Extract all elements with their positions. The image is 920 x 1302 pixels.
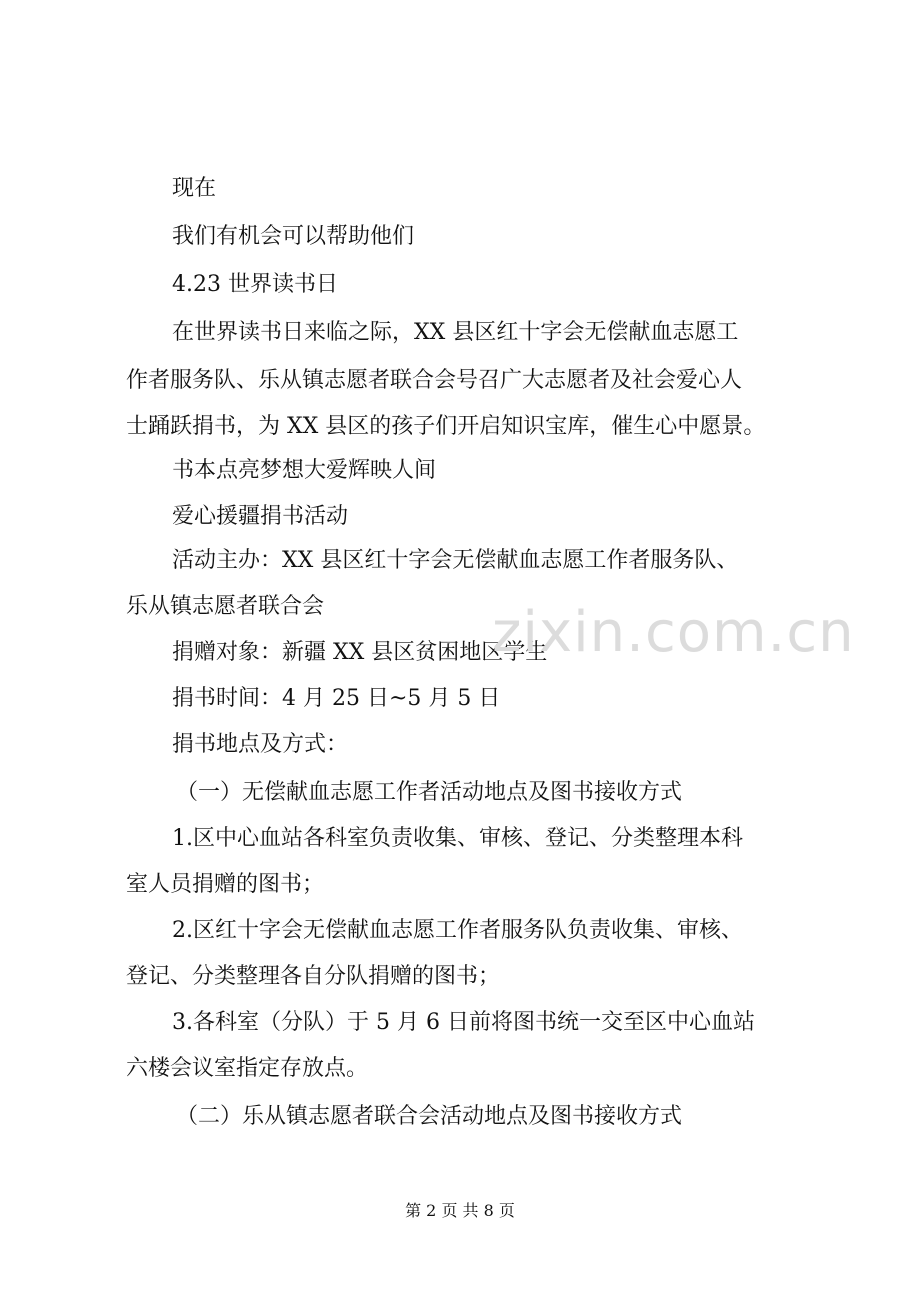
text-line-3: 4.23 世界读书日 [172,272,338,297]
text-line-18: 登记、分类整理各自分队捐赠的图书； [126,964,501,989]
text-line-9: 活动主办：XX 县区红十字会无偿献血志愿工作者服务队、 [172,548,739,573]
text-line-4: 在世界读书日来临之际，XX 县区红十字会无偿献血志愿工 [172,320,739,345]
text-line-10: 乐从镇志愿者联合会 [126,594,325,619]
text-line-2: 我们有机会可以帮助他们 [172,224,415,249]
text-line-12: 捐书时间：4 月 25 日~5 月 5 日 [172,686,501,711]
text-line-11: 捐赠对象：新疆 XX 县区贫困地区学生 [172,640,548,665]
text-line-17: 2.区红十字会无偿献血志愿工作者服务队负责收集、审核、 [172,918,743,943]
watermark: zixin.com.cn [492,600,855,665]
text-line-13: 捐书地点及方式： [172,732,349,757]
text-line-21: （二）乐从镇志愿者联合会活动地点及图书接收方式 [176,1104,683,1129]
text-line-20: 六楼会议室指定存放点。 [126,1056,369,1081]
text-line-5: 作者服务队、乐从镇志愿者联合会号召广大志愿者及社会爱心人 [126,368,743,393]
page-footer: 第 2 页 共 8 页 [405,1201,515,1220]
text-line-16: 室人员捐赠的图书； [126,872,325,897]
text-line-1: 现在 [172,176,217,201]
text-line-14: （一）无偿献血志愿工作者活动地点及图书接收方式 [176,780,683,805]
text-line-6: 士踊跃捐书，为 XX 县区的孩子们开启知识宝库，催生心中愿景。 [126,414,766,439]
text-line-15: 1.区中心血站各科室负责收集、审核、登记、分类整理本科 [172,826,743,851]
text-line-8: 爱心援疆捐书活动 [172,504,349,529]
text-line-19: 3.各科室（分队）于 5 月 6 日前将图书统一交至区中心血站 [172,1010,755,1035]
text-line-7: 书本点亮梦想大爱辉映人间 [172,458,437,483]
